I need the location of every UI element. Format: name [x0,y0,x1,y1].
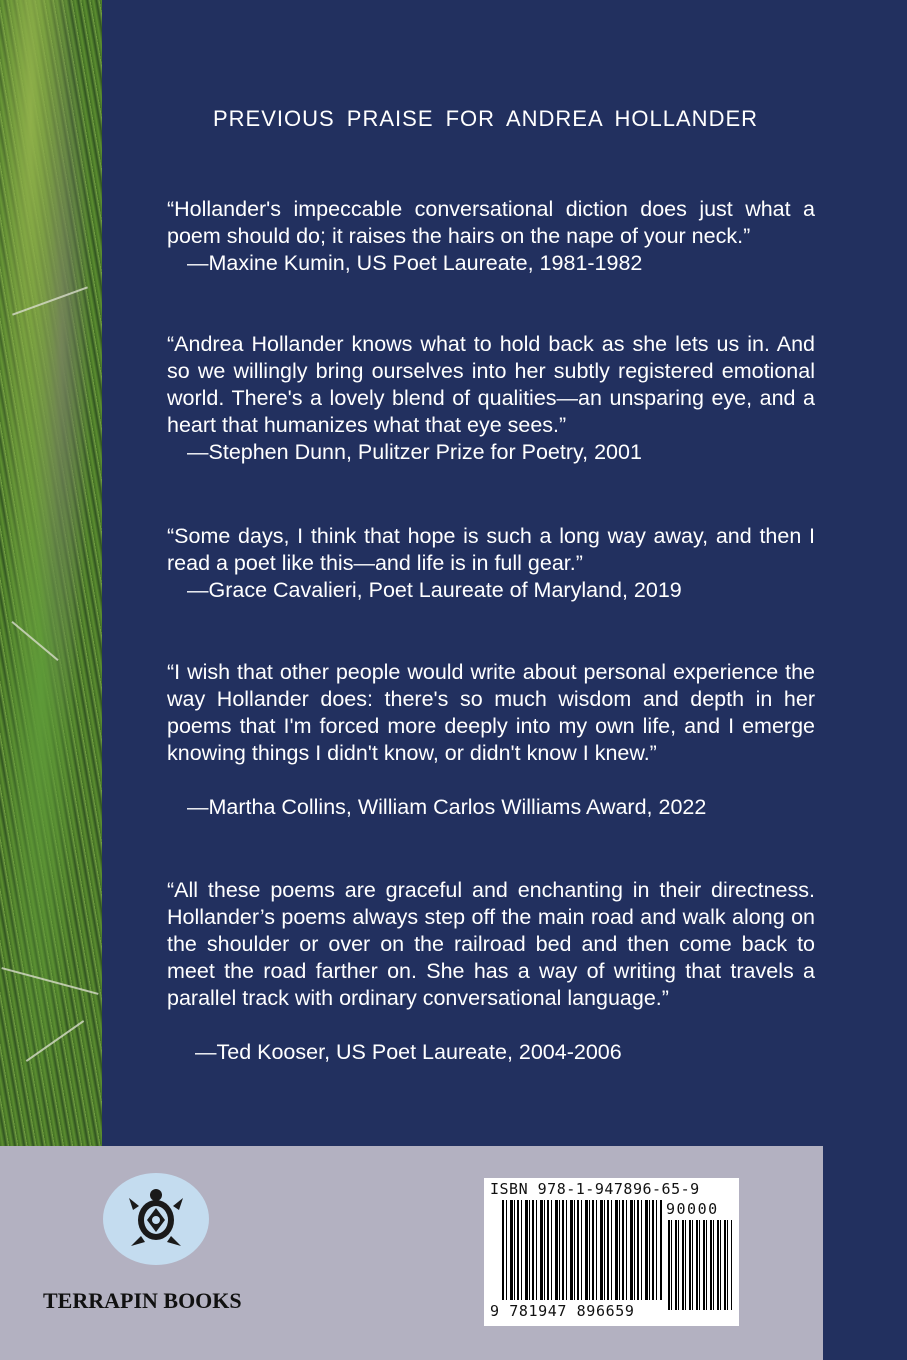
price-code: 90000 [666,1200,719,1218]
attribution-dunn: —Stephen Dunn, Pulitzer Prize for Poetry, 2001 [187,440,642,464]
quote-kumin: “Hollander's impeccable conversational diction does just what a poem should do; it raises the hairs on the nape of your neck.” [167,197,815,248]
turtle-logo-icon [103,1173,209,1265]
isbn-label: ISBN 978-1-947896-65-9 [490,1180,700,1198]
addon-barcode-bars [668,1220,732,1310]
attribution-cavalieri: —Grace Cavalieri, Poet Laureate of Maryland, 2019 [187,578,682,602]
ean-digits: 9 781947 896659 [490,1302,635,1320]
attribution-kooser: —Ted Kooser, US Poet Laureate, 2004-2006 [195,1040,622,1064]
quote-kooser: “All these poems are graceful and enchanting in their directness. Hollander’s poems always step off the main road and walk along on the shoulder or over on the railroad bed and then come back to meet the road farther on. She has a way of writing that travels a parallel track with ordinary conversational language.” [167,878,815,1010]
barcode-bars [502,1200,662,1302]
footer-edge [823,1146,907,1360]
publisher-name: TERRAPIN BOOKS [43,1288,242,1313]
grass-photo-strip [0,0,102,1146]
quote-cavalieri: “Some days, I think that hope is such a long way away, and then I read a poet like this—and life is in full gear.” [167,524,815,575]
isbn-barcode [484,1178,739,1326]
attribution-collins: —Martha Collins, William Carlos Williams Award, 2022 [187,795,707,819]
page-title: PREVIOUS PRAISE FOR ANDREA HOLLANDER [213,106,759,131]
quote-collins: “I wish that other people would write about personal experience the way Hollander does: there's so much wisdom and depth in her poems that I'm forced more deeply into my own life, and I emerge knowing things I didn't know, or didn't know I knew.” [167,660,815,765]
quote-dunn: “Andrea Hollander knows what to hold back as she lets us in. And so we willingly bring ourselves into her subtly registered emotional world. There's a lovely blend of qualities—an unsparing eye, and a heart that humanizes what that eye sees.” [167,332,815,437]
attribution-kumin: —Maxine Kumin, US Poet Laureate, 1981-1982 [187,251,643,275]
